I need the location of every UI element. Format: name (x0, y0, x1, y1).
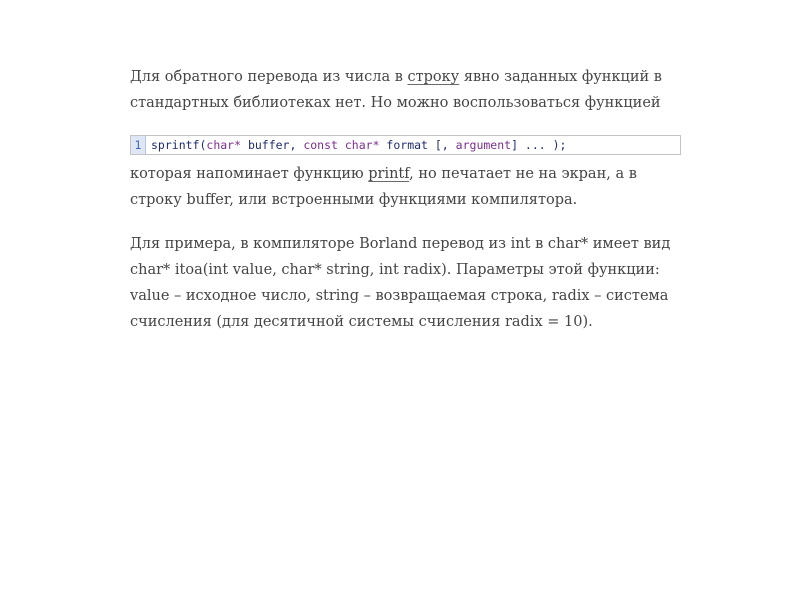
paragraph-intro-text-before: Для обратного перевода из числа в (130, 69, 408, 85)
link-stroku[interactable]: строку (407, 69, 460, 85)
code-token-plain: ] ... ); (511, 138, 567, 152)
paragraph-printf-text-before: которая напоминает функцию (130, 166, 369, 182)
code-token-plain: buffer, (241, 138, 304, 152)
article-body (130, 64, 690, 335)
code-token-keyword: char* (206, 138, 242, 152)
paragraph-itoa-example: Для примера, в компиляторе Borland перевод из int в char* имеет вид char* itoa(int value, char* string, int radix). Параметры этой функции: value – исходное число, string – возвращаемая строка, radix – система счисления (для десятичной системы счисления radix = 10). (130, 236, 671, 330)
code-token-plain: sprintf( (151, 138, 207, 152)
code-token-keyword: const char* (303, 138, 380, 152)
paragraph-printf (130, 161, 690, 213)
link-printf[interactable]: printf (368, 166, 410, 182)
paragraph-intro-text-after: явно заданных функций в стандартных библиотеках нет. Но можно воспользоваться функцией (130, 69, 662, 111)
code-line (146, 136, 566, 154)
paragraph-printf-text-after: , но печатает не на экран, а в строку buffer, или встроенными функциями компилятора. (130, 166, 637, 208)
code-token-keyword: argument (455, 138, 512, 152)
code-token-plain: format [, (379, 138, 456, 152)
code-line-number: 1 (131, 136, 146, 154)
paragraph-intro (130, 64, 690, 116)
code-block[interactable] (130, 135, 681, 155)
